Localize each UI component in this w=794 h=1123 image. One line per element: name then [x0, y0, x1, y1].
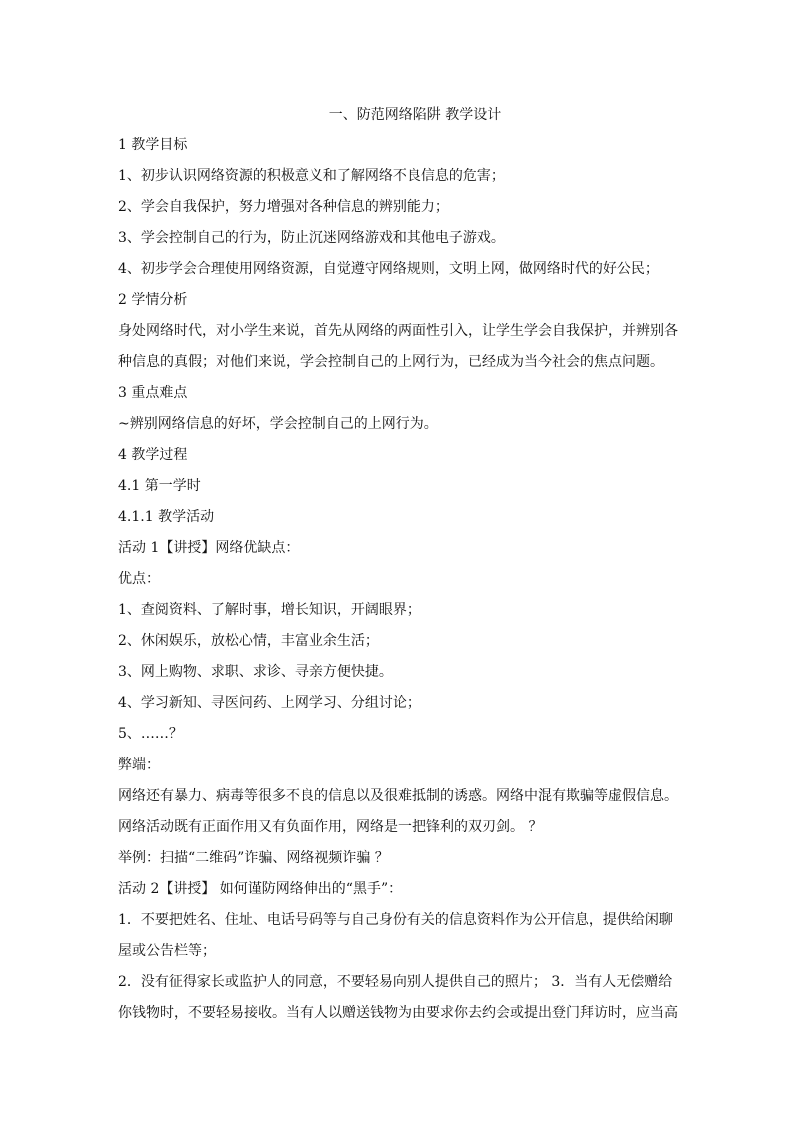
text-line: 5、……？ [118, 726, 183, 742]
document-title: 一、防范网络陷阱 教学设计 [328, 107, 502, 123]
text-line: 2．没有征得家长或监护人的同意，不要轻易向别人提供自己的照片； 3．当有人无偿赠给 [118, 974, 673, 990]
document-body [118, 130, 684, 1029]
text-line: 1．不要把姓名、住址、电话号码等与自己身份有关的信息资料作为公开信息，提供给闲聊 [118, 912, 673, 928]
text-line: 活动 2【讲授】 如何谨防网络伸出的“黑手”： [118, 881, 403, 897]
text-line: 4、初步学会合理使用网络资源，自觉遵守网络规则，文明上网，做网络时代的好公民； [118, 261, 659, 277]
text-line: 活动 1【讲授】网络优缺点： [118, 540, 300, 556]
text-line: 网络活动既有正面作用又有负面作用，网络是一把锋利的双刃剑。 ？ [118, 819, 543, 835]
text-line: 2 学情分析 [118, 292, 188, 308]
text-line: 屋或公告栏等； [118, 943, 216, 959]
text-line: 4 教学过程 [118, 447, 188, 463]
text-line: 举例：扫描“二维码”诈骗、网络视频诈骗 ？ [118, 850, 389, 866]
text-line: 1 教学目标 [118, 137, 188, 153]
text-line: 你钱物时，不要轻易接收。当有人以赠送钱物为由要求你去约会或提出登门拜访时，应当高 [118, 1005, 678, 1021]
text-line: 3、网上购物、求职、求诊、寻亲方便快捷。 [118, 664, 393, 680]
text-line: 4.1 第一学时 [118, 478, 201, 494]
text-line: 3 重点难点 [118, 385, 188, 401]
document-page [118, 100, 684, 1029]
text-line: 网络还有暴力、病毒等很多不良的信息以及很难抵制的诱惑。网络中混有欺骗等虚假信息。 [118, 788, 678, 804]
text-line: 1、查阅资料、了解时事，增长知识，开阔眼界； [118, 602, 421, 618]
text-line: 2、休闲娱乐，放松心情，丰富业余生活； [118, 633, 379, 649]
text-line: 4、学习新知、寻医问药、上网学习、分组讨论； [118, 695, 421, 711]
text-line: 弊端： [118, 757, 160, 773]
text-line: 1、初步认识网络资源的积极意义和了解网络不良信息的危害； [118, 168, 505, 184]
text-line: ~辨别网络信息的好坏，学会控制自己的上网行为。 [118, 416, 438, 432]
text-line: 优点： [118, 571, 160, 587]
text-line: 种信息的真假；对他们来说，学会控制自己的上网行为，已经成为当今社会的焦点问题。 [118, 354, 664, 370]
text-line: 4.1.1 教学活动 [118, 509, 215, 525]
text-line: 2、学会自我保护，努力增强对各种信息的辨别能力； [118, 199, 449, 215]
text-line: 3、学会控制自己的行为，防止沉迷网络游戏和其他电子游戏。 [118, 230, 505, 246]
text-line: 身处网络时代，对小学生来说，首先从网络的两面性引入，让学生学会自我保护，并辨别各 [118, 323, 678, 339]
